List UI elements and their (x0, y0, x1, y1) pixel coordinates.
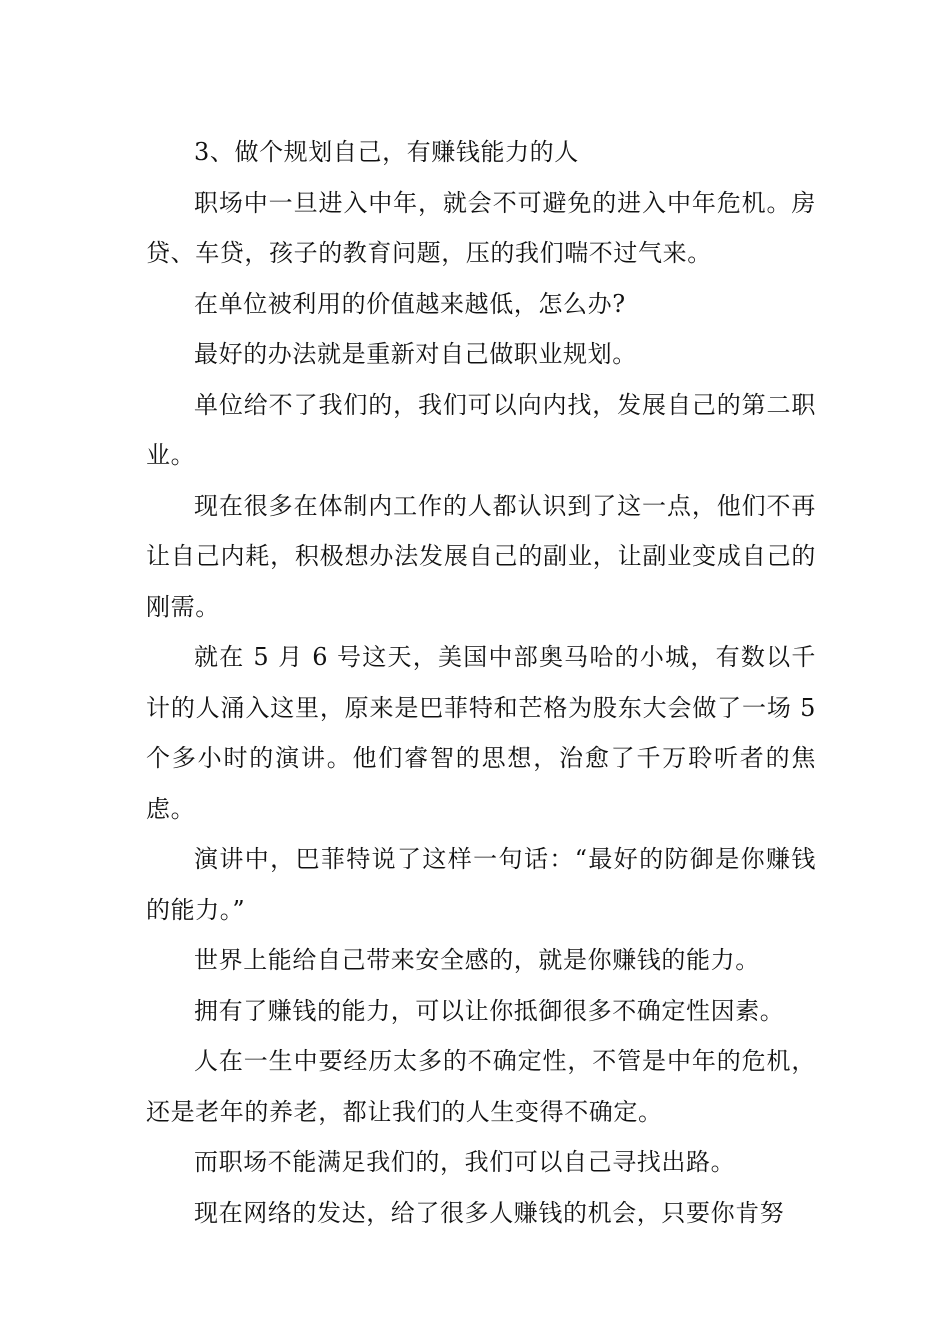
paragraph: 职场中一旦进入中年，就会不可避免的进入中年危机。房贷、车贷，孩子的教育问题，压的我们喘不过气来。 (146, 188, 816, 267)
document-body (146, 127, 816, 1238)
section-heading: 3、做个规划自己，有赚钱能力的人 (194, 138, 579, 166)
paragraph: 在单位被利用的价值越来越低，怎么办? (194, 289, 626, 318)
paragraph: 最好的办法就是重新对自己做职业规划。 (194, 340, 637, 368)
paragraph: 拥有了赚钱的能力，可以让你抵御很多不确定性因素。 (194, 996, 785, 1025)
paragraph: 演讲中，巴菲特说了这样一句话：“最好的防御是你赚钱的能力。” (146, 845, 816, 924)
paragraph: 而职场不能满足我们的，我们可以自己寻找出路。 (194, 1148, 736, 1176)
paragraph: 现在很多在体制内工作的人都认识到了这一点，他们不再让自己内耗，积极想办法发展自己的副业，让副业变成自己的刚需。 (146, 491, 816, 621)
paragraph: 单位给不了我们的，我们可以向内找，发展自己的第二职业。 (146, 390, 816, 469)
paragraph: 就在 5 月 6 号这天，美国中部奥马哈的小城，有数以千计的人涌入这里，原来是巴菲特和芒格为股东大会做了一场 5 个多小时的演讲。他们睿智的思想，治愈了千万聆听者的焦虑。 (146, 643, 816, 823)
paragraph: 人在一生中要经历太多的不确定性，不管是中年的危机，还是老年的养老，都让我们的人生变得不确定。 (146, 1047, 816, 1126)
paragraph: 现在网络的发达，给了很多人赚钱的机会，只要你肯努 (194, 1198, 785, 1227)
paragraph: 世界上能给自己带来安全感的，就是你赚钱的能力。 (194, 946, 760, 974)
